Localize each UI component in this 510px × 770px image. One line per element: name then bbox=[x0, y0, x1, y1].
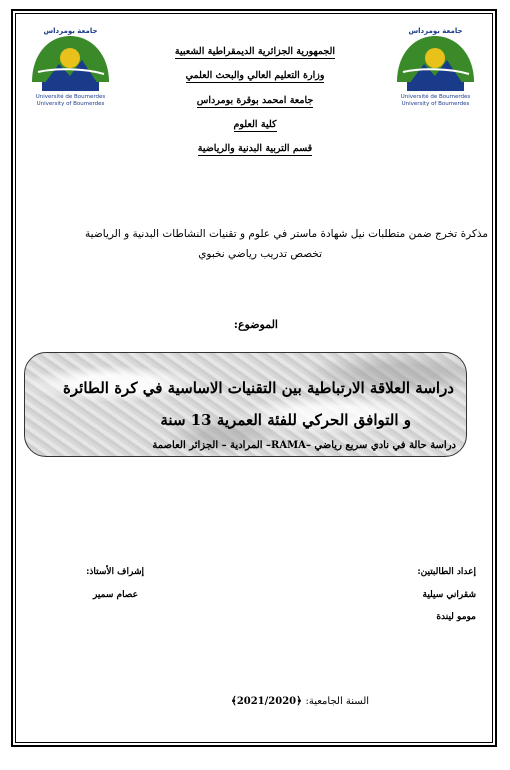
academic-year-value: ﴿2021/2020﴾ bbox=[230, 696, 302, 707]
logo-english-name: University of Boumerdes bbox=[36, 101, 105, 107]
student-name: مومو ليندة bbox=[436, 612, 476, 622]
header-ministry: وزارة التعليم العالي والبحث العلمي bbox=[185, 70, 325, 81]
logo-french-name: Université de Boumerdes bbox=[400, 94, 471, 100]
student-name: شقراني سيلية bbox=[422, 590, 476, 600]
header-university: جامعة امحمد بوقرة بومرداس bbox=[196, 95, 314, 106]
university-logo-left bbox=[24, 24, 117, 110]
university-logo-right bbox=[389, 24, 482, 110]
logo-french-name: Université de Boumerdes bbox=[35, 94, 106, 100]
logo-english-name: University of Boumerdes bbox=[401, 101, 470, 107]
logo-arabic-name: جامعة بومرداس bbox=[408, 27, 463, 35]
thesis-title-box bbox=[24, 352, 467, 457]
supervisor-label: إشراف الأستاذ: bbox=[86, 567, 144, 577]
academic-year-label: السنة الجامعية: bbox=[305, 696, 370, 707]
memo-specialty-line: تخصص تدريب رياضي نخبوي bbox=[198, 248, 322, 260]
thesis-case-study: دراسة حالة في نادي سريع رياضي –RAMA– المرادية – الجزائر العاصمة bbox=[152, 440, 456, 451]
header-faculty: كلية العلوم bbox=[233, 119, 277, 130]
header-department: قسم التربية البدنية والرياضية bbox=[197, 143, 313, 154]
thesis-title-line2: و التوافق الحركي للفئة العمرية 13 سنة bbox=[160, 411, 411, 429]
supervisor-name: عصام سمير bbox=[92, 590, 138, 600]
topic-label: الموضوع: bbox=[233, 318, 278, 331]
academic-year bbox=[180, 696, 420, 707]
students-label: إعداد الطالبتين: bbox=[417, 567, 476, 577]
thesis-title-line1: دراسة العلاقة الارتباطية بين التقنيات الاساسية في كرة الطائرة bbox=[63, 379, 454, 397]
logo-arabic-name: جامعة بومرداس bbox=[43, 27, 98, 35]
memo-degree-line: مذكرة تخرج ضمن متطلبات نيل شهادة ماستر في علوم و تقنيات النشاطات البدنية و الرياضية bbox=[85, 228, 488, 240]
header-republic: الجمهورية الجزائرية الديمقراطية الشعبية bbox=[174, 46, 336, 57]
